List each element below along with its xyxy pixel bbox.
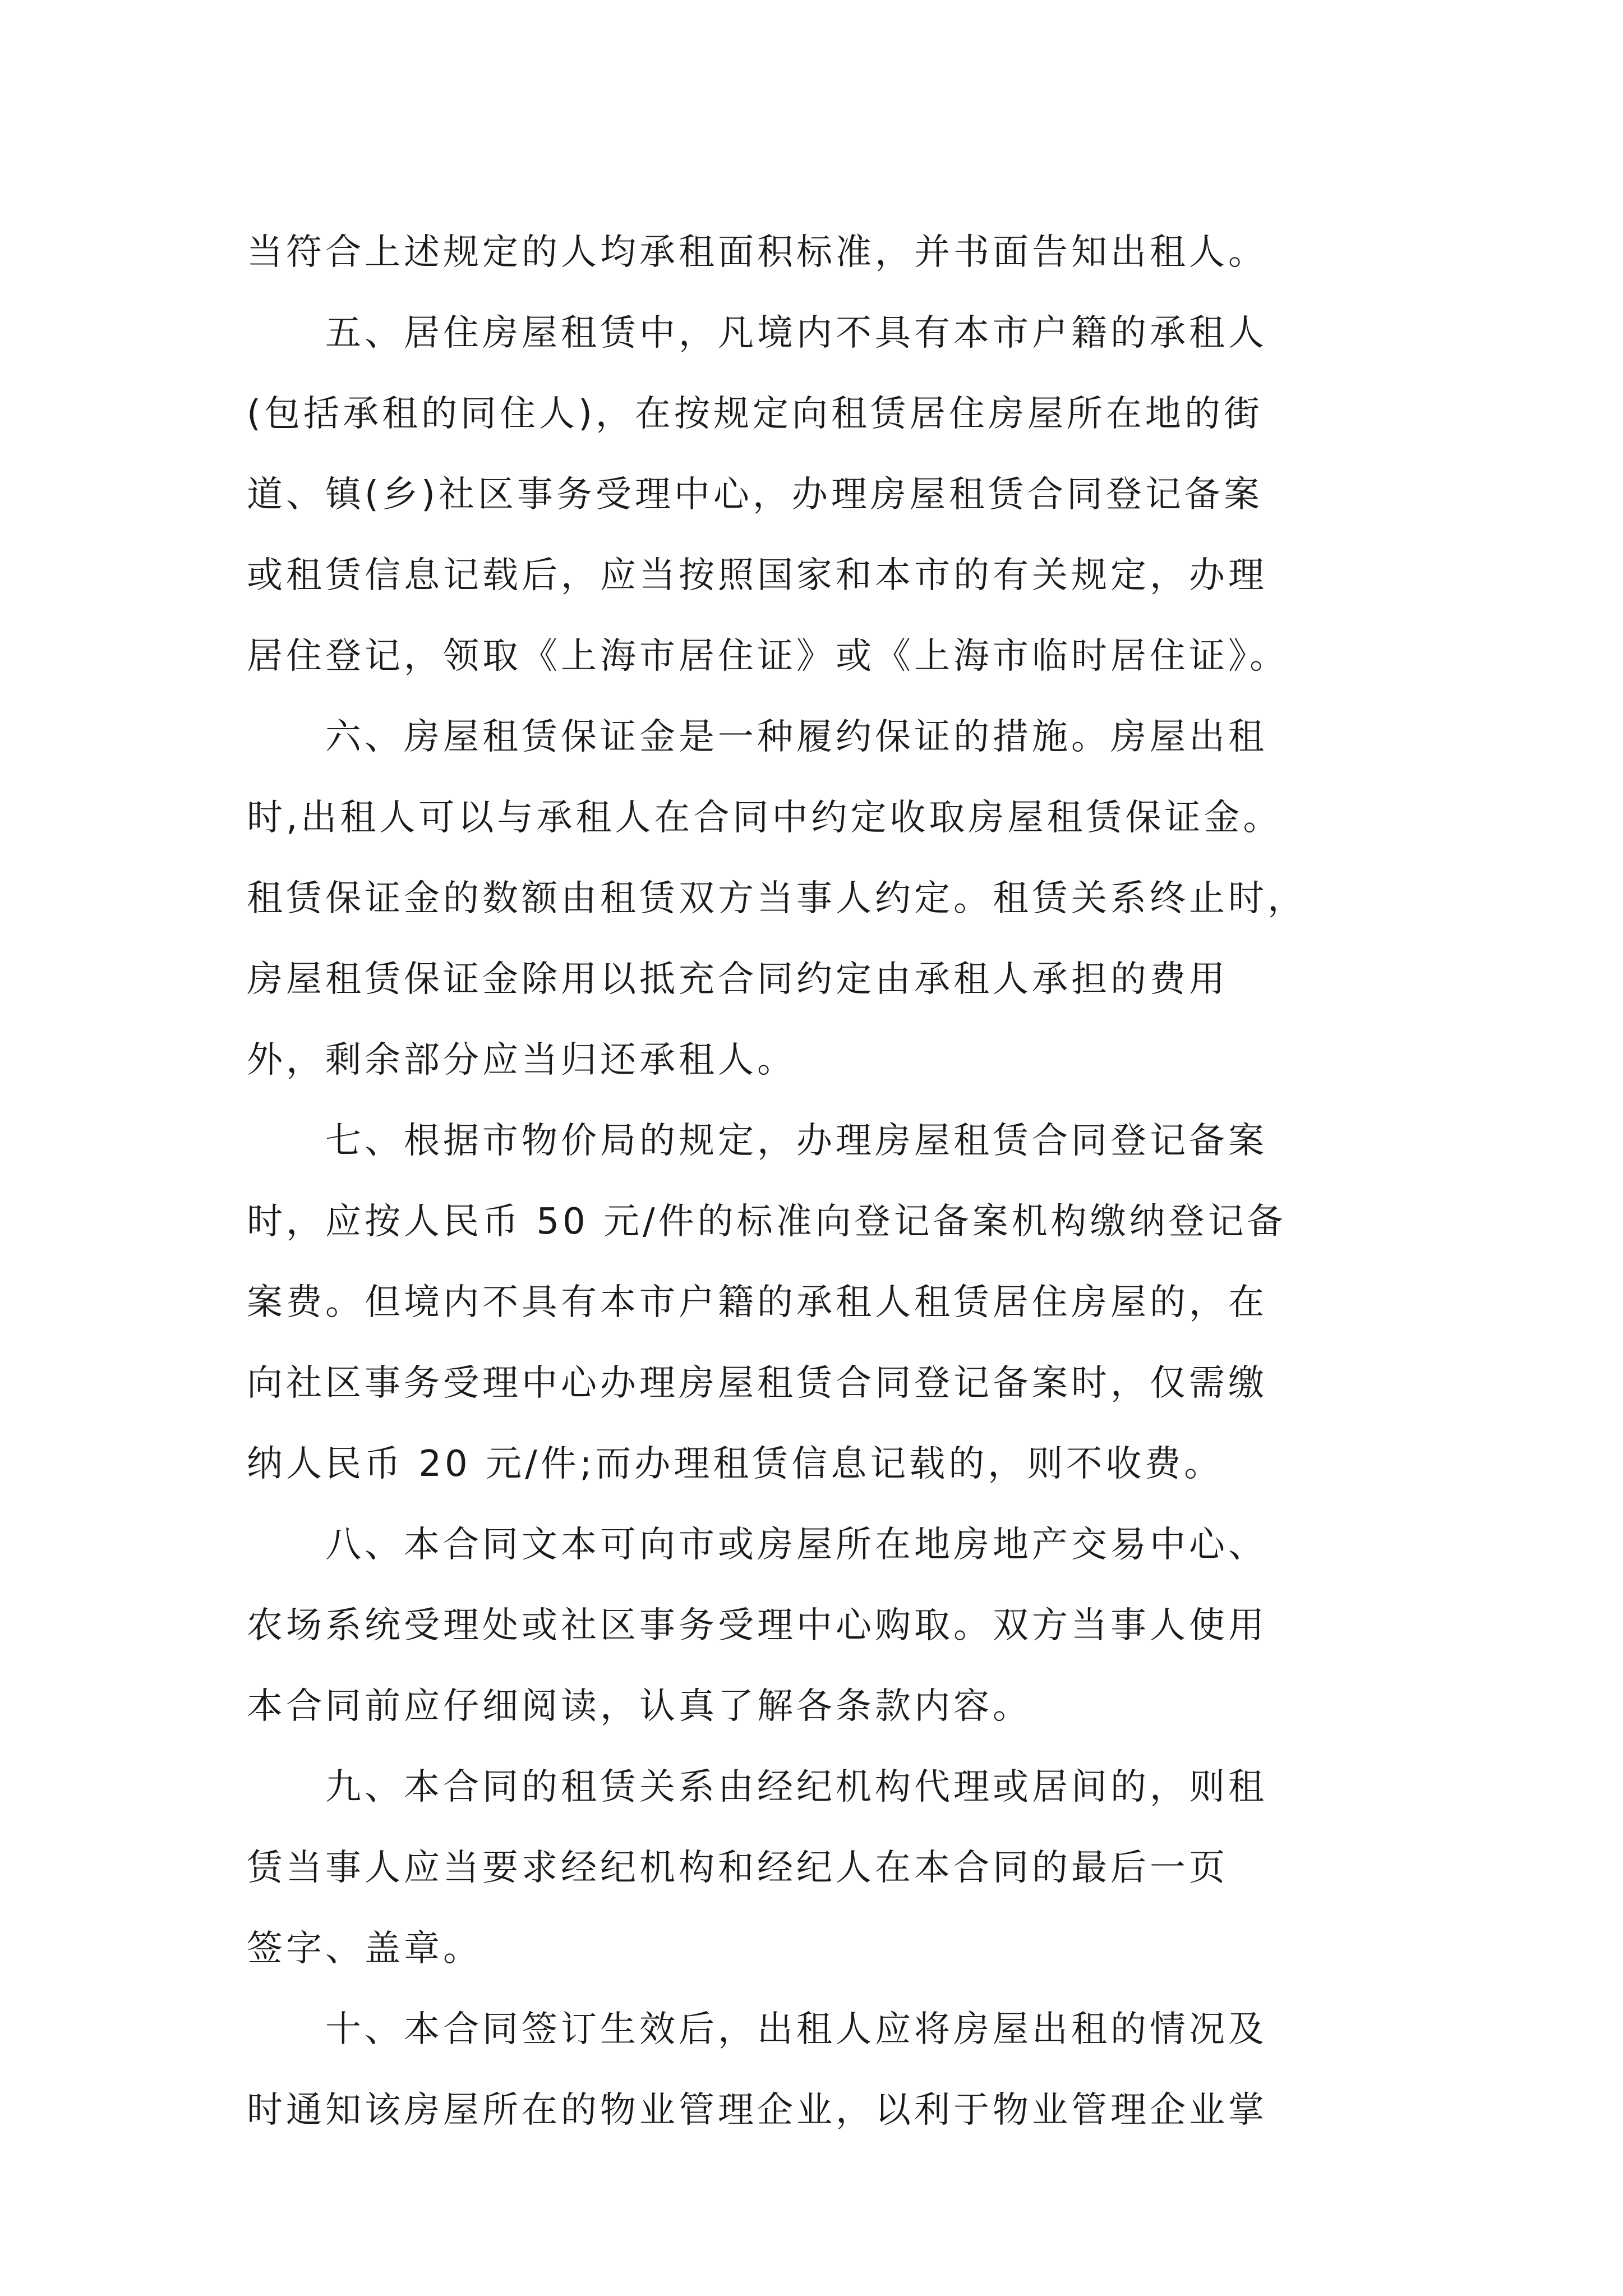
text-line: 或租赁信息记载后，应当按照国家和本市的有关规定，办理 [247, 555, 1267, 596]
text-line: (包括承租的同住人)，在按规定向租赁居住房屋所在地的街 [247, 393, 1263, 435]
paragraph-item-7 [247, 1101, 1391, 1504]
text-line: 八、本合同文本可向市或房屋所在地房地产交易中心、 [247, 1524, 1267, 1566]
text-line: 外，剩余部分应当归还承租人。 [247, 1039, 796, 1081]
text-line: 向社区事务受理中心办理房屋租赁合同登记备案时，仅需缴 [247, 1363, 1267, 1404]
paragraph-item-6 [247, 697, 1391, 1101]
text-line: 九、本合同的租赁关系由经纪机构代理或居间的，则租 [247, 1766, 1267, 1808]
text-line: 五、居住房屋租赁中，凡境内不具有本市户籍的承租人 [247, 312, 1267, 354]
text-line: 道、镇(乡)社区事务受理中心，办理房屋租赁合同登记备案 [247, 474, 1263, 516]
text-line: 赁当事人应当要求经纪机构和经纪人在本合同的最后一页 [247, 1847, 1228, 1889]
paragraph-continuation [247, 212, 1391, 293]
text-line: 时通知该房屋所在的物业管理企业，以利于物业管理企业掌 [247, 2090, 1267, 2131]
text-line: 十、本合同签订生效后，出租人应将房屋出租的情况及 [247, 2009, 1267, 2050]
text-line: 当符合上述规定的人均承租面积标准，并书面告知出租人。 [247, 232, 1267, 273]
text-line: 签字、盖章。 [247, 1928, 482, 1970]
text-line: 农场系统受理处或社区事务受理中心购取。双方当事人使用 [247, 1605, 1267, 1646]
paragraph-item-10 [247, 1989, 1391, 2151]
document-body [247, 212, 1391, 2151]
paragraph-item-9 [247, 1747, 1391, 1989]
paragraph-item-5 [247, 293, 1391, 697]
paragraph-item-8 [247, 1504, 1391, 1747]
text-line: 七、根据市物价局的规定，办理房屋租赁合同登记备案 [247, 1120, 1267, 1162]
text-line: 案费。但境内不具有本市户籍的承租人租赁居住房屋的，在 [247, 1282, 1267, 1323]
text-line: 租赁保证金的数额由租赁双方当事人约定。租赁关系终止时， [247, 878, 1307, 919]
text-line: 时,出租人可以与承租人在合同中约定收取房屋租赁保证金。 [247, 797, 1283, 839]
text-line: 居住登记，领取《上海市居住证》或《上海市临时居住证》。 [247, 636, 1289, 677]
text-line: 时，应按人民币 50 元/件的标准向登记备案机构缴纳登记备 [247, 1201, 1287, 1243]
text-line: 六、房屋租赁保证金是一种履约保证的措施。房屋出租 [247, 716, 1267, 758]
text-line: 本合同前应仔细阅读，认真了解各条款内容。 [247, 1686, 1032, 1727]
text-line: 房屋租赁保证金除用以抵充合同约定由承租人承担的费用 [247, 959, 1228, 1000]
text-line: 纳人民币 20 元/件;而办理租赁信息记载的，则不收费。 [247, 1443, 1224, 1485]
